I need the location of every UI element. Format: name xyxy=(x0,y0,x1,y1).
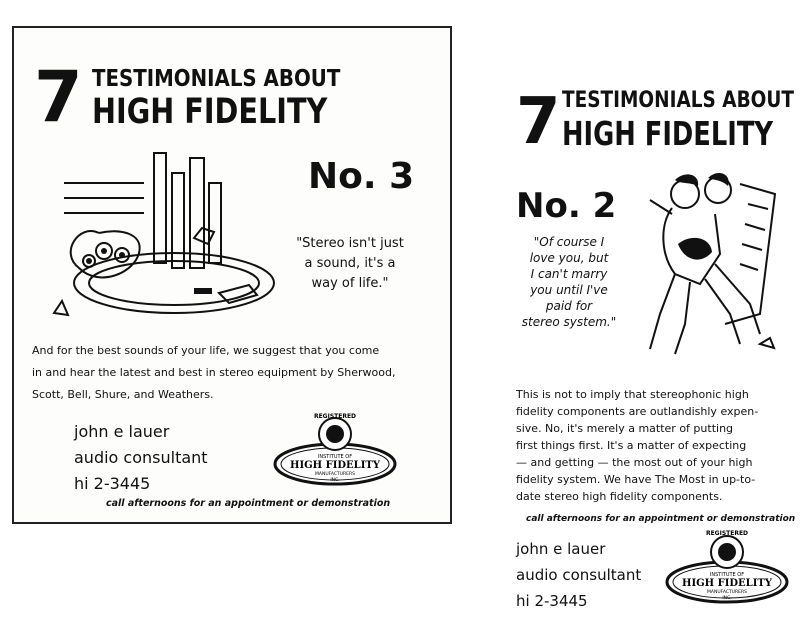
hifi-institute-seal xyxy=(270,408,400,488)
ad-body-text: This is not to imply that stereophonic high fidelity components are outlandishly expen- sive. No, it's merely a matter of putting first things first. It's a matter of expecting — and getting — the most out of your high fidelity system. We have The Most in up-to- date stereo high fidelity components. xyxy=(516,388,759,503)
seal-line1: INSTITUTE OF xyxy=(709,572,745,578)
consultant-title: audio consultant xyxy=(516,566,642,584)
headline-line1: TESTIMONIALS ABOUT xyxy=(92,66,341,92)
testimonial-quote: "Stereo isn't just a sound, it's a way of life." xyxy=(296,236,404,291)
consultant-name: john e lauer xyxy=(516,540,606,558)
headline-line2: HIGH FIDELITY xyxy=(562,114,774,153)
seal-line1: INSTITUTE OF xyxy=(317,454,353,460)
listening-room-illustration xyxy=(44,143,279,323)
consultant-name: john e lauer xyxy=(74,422,170,441)
seal-line4: INC. xyxy=(722,596,732,601)
testimonial-quote: "Of course I love you, but I can't marry you until I've paid for stereo system." xyxy=(521,235,617,329)
left-advertisement xyxy=(12,26,452,524)
big-number-seven: 7 xyxy=(516,85,561,159)
call-note: call afternoons for an appointment or demonstration xyxy=(526,514,796,524)
seal-line3: MANUFACTURERS xyxy=(315,472,355,477)
headline-line1: TESTIMONIALS ABOUT xyxy=(562,88,794,113)
consultant-title: audio consultant xyxy=(74,448,208,467)
seal-arc-text: REGISTERED xyxy=(705,530,749,537)
seal-line4: INC. xyxy=(330,478,340,483)
ad-body-text: And for the best sounds of your life, we suggest that you come in and hear the latest and best in stereo equipment by Sherwood, Scott, Bell, Shure, and Weathers. xyxy=(32,344,396,401)
phone-number: hi 2-3445 xyxy=(74,474,151,493)
headline-line2: HIGH FIDELITY xyxy=(92,92,328,132)
testimonial-number: No. 2 xyxy=(516,186,617,226)
couple-illustration xyxy=(630,164,780,364)
big-number-seven: 7 xyxy=(34,56,83,138)
seal-line3: MANUFACTURERS xyxy=(707,590,747,595)
call-note: call afternoons for an appointment or demonstration xyxy=(106,498,391,509)
seal-arc-text: REGISTERED xyxy=(313,413,357,420)
seal-line2: HIGH FIDELITY xyxy=(290,460,380,471)
seal-line2: HIGH FIDELITY xyxy=(682,578,772,589)
phone-number: hi 2-3445 xyxy=(516,592,588,610)
right-advertisement xyxy=(498,60,798,640)
testimonial-number: No. 3 xyxy=(308,156,415,197)
hifi-institute-seal xyxy=(662,524,792,606)
